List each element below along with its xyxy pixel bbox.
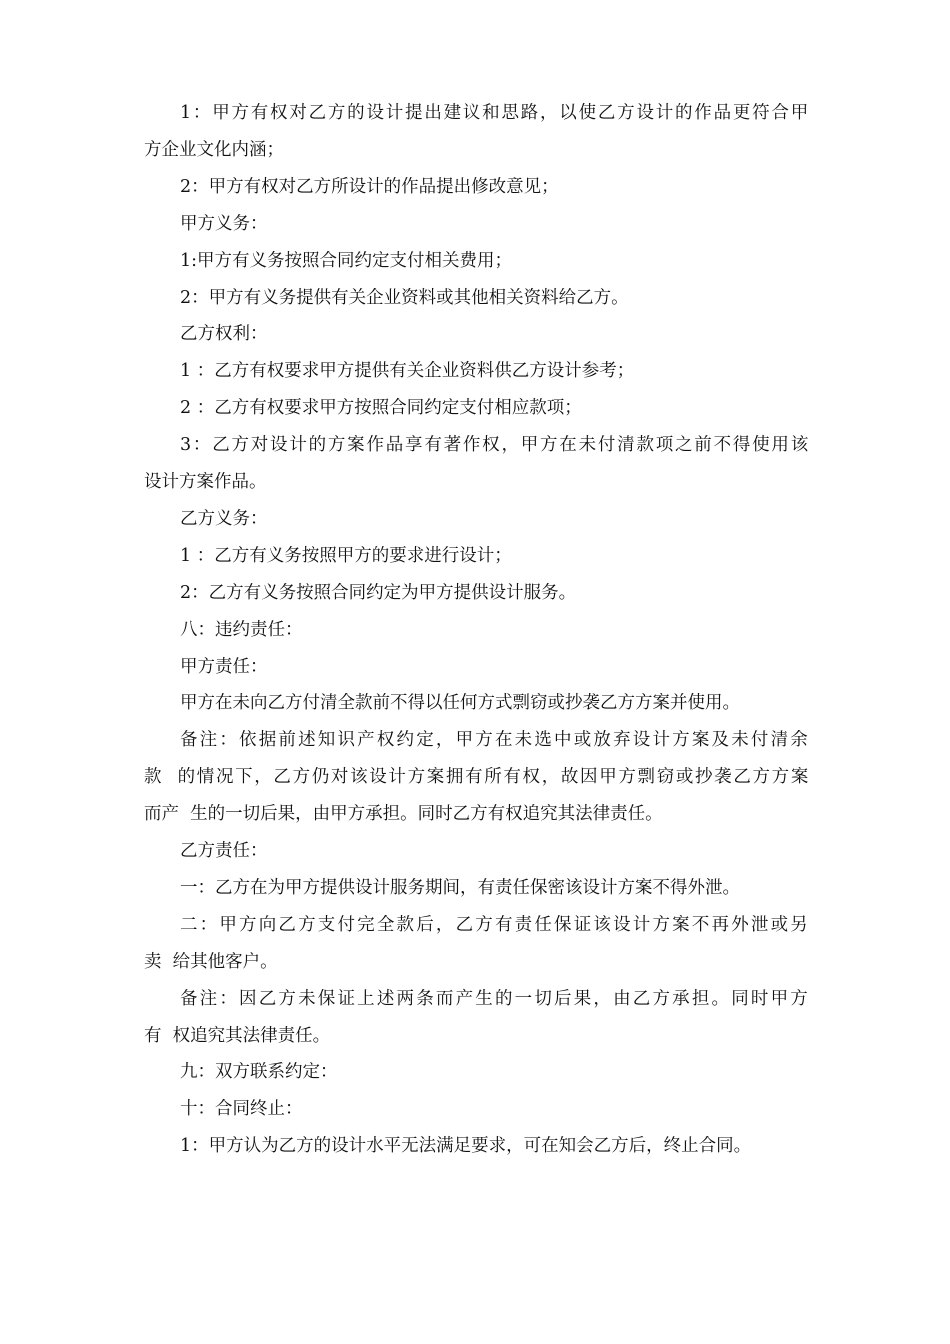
paragraph-first-line: 备注：因乙方未保证上述两条而产生的一切后果，由乙方承担。同时甲方 xyxy=(180,988,810,1009)
paragraph-first-line: 乙方义务： xyxy=(180,508,268,529)
paragraph-first-line: 1 ：乙方有义务按照甲方的要求进行设计； xyxy=(180,545,512,566)
paragraph-first-line: 2 ：乙方有权要求甲方按照合同约定支付相应款项； xyxy=(180,398,582,419)
paragraph-continuation-line: 方企业文化内涵； xyxy=(144,139,284,160)
paragraph-first-line: 2：乙方有义务按照合同约定为甲方提供设计服务。 xyxy=(180,582,577,603)
paragraph-first-line: 十：合同终止： xyxy=(180,1099,303,1120)
paragraph-first-line: 备注：依据前述知识产权约定，甲方在未选中或放弃设计方案及未付清余 xyxy=(180,730,810,751)
paragraph-continuation-line: 款 的情况下，乙方仍对该设计方案拥有所有权，故因甲方剽窃或抄袭乙方方案 xyxy=(144,767,810,788)
paragraph-first-line: 3：乙方对设计的方案作品享有著作权，甲方在未付清款项之前不得使用该 xyxy=(180,435,810,456)
paragraph-continuation-line: 而产 生的一切后果，由甲方承担。同时乙方有权追究其法律责任。 xyxy=(144,804,663,825)
paragraph-first-line: 甲方义务： xyxy=(180,213,268,234)
paragraph-first-line: 乙方权利： xyxy=(180,324,268,345)
paragraph-continuation-line: 卖 给其他客户。 xyxy=(144,951,278,972)
paragraph-first-line: 1:甲方有义务按照合同约定支付相关费用； xyxy=(180,250,513,271)
paragraph-continuation-line: 有 权追究其法律责任。 xyxy=(144,1025,331,1046)
paragraph-first-line: 甲方责任： xyxy=(180,656,268,677)
paragraph-first-line: 乙方责任： xyxy=(180,841,268,861)
paragraph-first-line: 二：甲方向乙方支付完全款后，乙方有责任保证该设计方案不再外泄或另 xyxy=(180,914,810,935)
paragraph-first-line: 1：甲方有权对乙方的设计提出建议和思路，以使乙方设计的作品更符合甲 xyxy=(180,103,810,123)
paragraph-first-line: 九：双方联系约定： xyxy=(180,1062,338,1083)
paragraph-first-line: 甲方在未向乙方付清全款前不得以任何方式剽窃或抄袭乙方方案并使用。 xyxy=(180,693,740,714)
paragraph-first-line: 2：甲方有义务提供有关企业资料或其他相关资料给乙方。 xyxy=(180,287,629,308)
paragraph-first-line: 八：违约责任： xyxy=(180,619,303,640)
paragraph-first-line: 2：甲方有权对乙方所设计的作品提出修改意见； xyxy=(180,176,559,197)
paragraph-continuation-line: 设计方案作品。 xyxy=(144,472,267,492)
paragraph-first-line: 一：乙方在为甲方提供设计服务期间，有责任保密该设计方案不得外泄。 xyxy=(180,877,740,898)
paragraph-first-line: 1：甲方认为乙方的设计水平无法满足要求，可在知会乙方后，终止合同。 xyxy=(180,1136,752,1157)
paragraph-first-line: 1 ：乙方有权要求甲方提供有关企业资料供乙方设计参考； xyxy=(180,361,635,382)
